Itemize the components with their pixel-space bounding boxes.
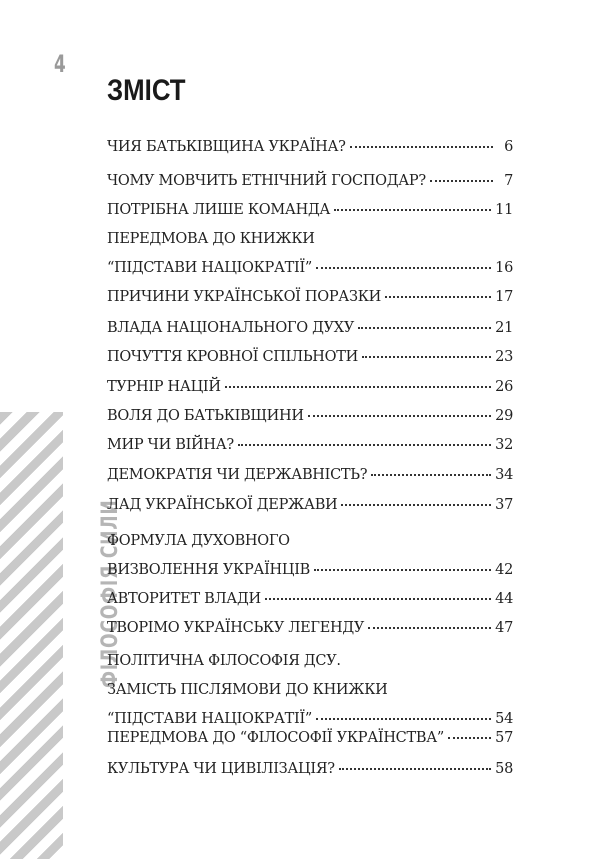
toc-entry-line (107, 136, 513, 158)
toc-entry-line-continued (107, 650, 513, 672)
toc-entry-title: “ПІДСТАВИ НАЦІОКРАТІЇ” (107, 711, 313, 727)
dot-leader (314, 568, 491, 571)
dot-leader (334, 208, 491, 211)
toc-page-number: 7 (504, 173, 513, 189)
toc-entry-line-continued (107, 530, 513, 552)
toc-entry-line (107, 257, 513, 279)
toc-entry-title: ЛАД УКРАЇНСЬКОЇ ДЕРЖАВИ (107, 497, 338, 513)
dot-leader (448, 736, 491, 739)
toc-entry-title: ФОРМУЛА ДУХОВНОГО (107, 533, 290, 549)
dot-leader (265, 597, 491, 600)
toc-entry-line (107, 346, 513, 368)
toc-entry-title: ПОТРІБНА ЛИШЕ КОМАНДА (107, 202, 331, 218)
toc-entry-title: ПОЧУТТЯ КРОВНОЇ СПІЛЬНОТИ (107, 349, 358, 365)
toc-entry-title: МИР ЧИ ВІЙНА? (107, 437, 234, 453)
toc-entry-title: ТВОРІМО УКРАЇНСЬКУ ЛЕГЕНДУ (107, 620, 365, 636)
toc-entry-title: ДЕМОКРАТІЯ ЧИ ДЕРЖАВНІСТЬ? (107, 467, 368, 483)
toc-entry-line-continued (107, 679, 513, 701)
toc-entry-line (107, 494, 513, 516)
toc-page-number: 57 (495, 730, 513, 746)
toc-entry-line (107, 464, 513, 486)
toc-entry-title: ВОЛЯ ДО БАТЬКІВЩИНИ (107, 408, 304, 424)
dot-leader (368, 626, 491, 629)
toc-page-number: 16 (495, 260, 513, 276)
toc-entry-line (107, 758, 513, 780)
decorative-stripes (0, 412, 63, 859)
dot-leader (362, 355, 491, 358)
toc-entry-line (107, 588, 513, 610)
toc-entry-line (107, 727, 513, 749)
toc-entry-title: ВИЗВОЛЕННЯ УКРАЇНЦІВ (107, 562, 311, 578)
toc-entry-line (107, 170, 513, 192)
toc-entry-title: ТУРНІР НАЦІЙ (107, 379, 221, 395)
toc-entry-title: ПРИЧИНИ УКРАЇНСЬКОЇ ПОРАЗКИ (107, 289, 381, 305)
toc-entry-line (107, 286, 513, 308)
toc-page-number: 47 (495, 620, 513, 636)
toc-page-number: 58 (495, 761, 513, 777)
toc-entry-line (107, 559, 513, 581)
toc-entry-title: ЗАМІСТЬ ПІСЛЯМОВИ ДО КНИЖКИ (107, 682, 388, 698)
toc-entry-line (107, 434, 513, 456)
toc-page-number: 42 (495, 562, 513, 578)
dot-leader (339, 767, 491, 770)
toc-page-number: 54 (495, 711, 513, 727)
toc-entry-title: ПЕРЕДМОВА ДО КНИЖКИ (107, 231, 315, 247)
toc-entry-title: АВТОРИТЕТ ВЛАДИ (107, 591, 261, 607)
toc-page-number: 29 (495, 408, 513, 424)
dot-leader (225, 385, 491, 388)
dot-leader (316, 717, 491, 720)
toc-page-number: 6 (504, 139, 513, 155)
dot-leader (358, 326, 491, 329)
toc-entry-title: ПЕРЕДМОВА ДО “ФІЛОСОФІЇ УКРАЇНСТВА” (107, 730, 444, 746)
toc-entry-line-continued (107, 228, 513, 250)
toc-entry-title: “ПІДСТАВИ НАЦІОКРАТІЇ” (107, 260, 313, 276)
toc-page-number: 34 (495, 467, 513, 483)
toc-page-number: 44 (495, 591, 513, 607)
toc-page-number: 11 (495, 202, 513, 218)
page-number: 4 (54, 50, 66, 78)
toc-entry-line (107, 376, 513, 398)
dot-leader (341, 503, 491, 506)
toc-page-number: 32 (495, 437, 513, 453)
dot-leader (385, 295, 491, 298)
toc-page-number: 21 (495, 320, 513, 336)
toc-entry-title: ПОЛІТИЧНА ФІЛОСОФІЯ ДСУ. (107, 653, 341, 669)
toc-entry-title: ЧОМУ МОВЧИТЬ ЕТНІЧНИЙ ГОСПОДАР? (107, 173, 426, 189)
dot-leader (430, 179, 493, 182)
toc-page-number: 37 (495, 497, 513, 513)
toc-entry-line (107, 617, 513, 639)
dot-leader (316, 266, 491, 269)
toc-page-number: 26 (495, 379, 513, 395)
toc-entry-title: КУЛЬТУРА ЧИ ЦИВІЛІЗАЦІЯ? (107, 761, 335, 777)
toc-entry-title: ЧИЯ БАТЬКІВЩИНА УКРАЇНА? (107, 139, 346, 155)
toc-page-number: 23 (495, 349, 513, 365)
dot-leader (308, 414, 491, 417)
dot-leader (350, 145, 493, 148)
toc-entry-line (107, 317, 513, 339)
toc-entry-line (107, 405, 513, 427)
page-title: ЗМІСТ (107, 74, 186, 107)
side-running-title: ФІЛОСОФІЯ СИЛИ (98, 499, 123, 688)
toc-entry-line (107, 199, 513, 221)
dot-leader (371, 473, 491, 476)
dot-leader (238, 443, 491, 446)
toc-entry-title: ВЛАДА НАЦІОНАЛЬНОГО ДУХУ (107, 320, 354, 336)
toc-page-number: 17 (495, 289, 513, 305)
